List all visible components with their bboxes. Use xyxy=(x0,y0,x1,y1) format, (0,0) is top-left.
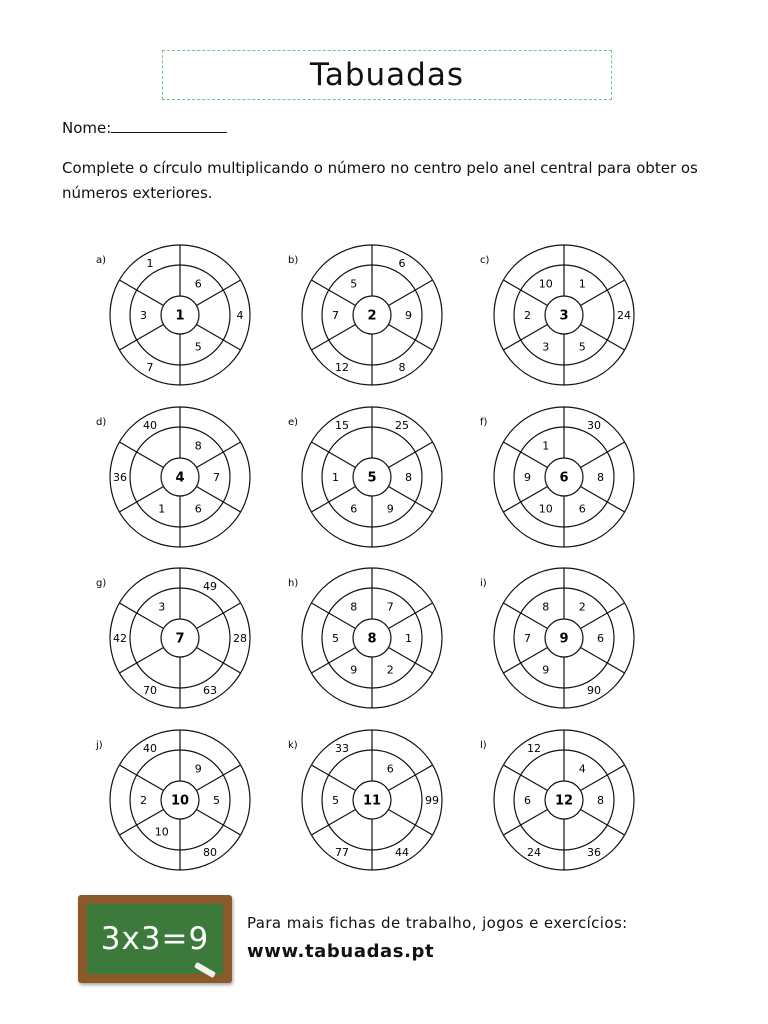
outer-cell[interactable]: 44 xyxy=(395,845,409,859)
wheel-d xyxy=(96,407,250,547)
inner-cell[interactable]: 5 xyxy=(213,794,220,807)
inner-cell[interactable]: 1 xyxy=(578,277,586,291)
footer-url[interactable]: www.tabuadas.pt xyxy=(247,941,435,962)
inner-cell[interactable]: 9 xyxy=(386,502,394,516)
outer-cell[interactable]: 33 xyxy=(335,742,349,756)
outer-cell[interactable]: 8 xyxy=(398,360,406,374)
wheel-c xyxy=(480,245,634,385)
outer-cell[interactable]: 49 xyxy=(203,580,217,594)
inner-cell[interactable]: 7 xyxy=(524,632,531,645)
outer-cell[interactable]: 40 xyxy=(143,742,157,756)
outer-cell[interactable]: 7 xyxy=(146,360,154,374)
inner-cell[interactable]: 2 xyxy=(140,794,147,807)
inner-cell[interactable]: 8 xyxy=(194,439,202,453)
wheel-label: e) xyxy=(288,417,299,428)
outer-cell[interactable]: 40 xyxy=(143,419,157,433)
wheel-i xyxy=(480,568,634,708)
inner-cell[interactable]: 6 xyxy=(597,632,604,645)
inner-cell[interactable]: 3 xyxy=(542,340,550,354)
inner-cell[interactable]: 2 xyxy=(386,663,394,677)
inner-cell[interactable]: 4 xyxy=(578,762,586,776)
inner-cell[interactable]: 2 xyxy=(578,600,586,614)
wheel-label: l) xyxy=(480,740,487,751)
inner-cell[interactable]: 9 xyxy=(194,762,202,776)
outer-cell[interactable]: 36 xyxy=(587,845,601,859)
center-number: 2 xyxy=(367,308,377,324)
inner-cell[interactable]: 9 xyxy=(542,663,550,677)
inner-cell[interactable]: 6 xyxy=(194,277,202,291)
wheel-l xyxy=(480,730,634,870)
inner-cell[interactable]: 8 xyxy=(405,471,412,484)
outer-cell[interactable]: 24 xyxy=(527,845,541,859)
outer-cell[interactable]: 15 xyxy=(335,419,349,433)
footer-text: Para mais fichas de trabalho, jogos e exercícios: xyxy=(247,914,628,932)
name-label: Nome: xyxy=(62,119,112,137)
inner-cell[interactable]: 2 xyxy=(524,309,531,322)
inner-cell[interactable]: 1 xyxy=(405,632,412,645)
chalkboard-text: 3x3=9 xyxy=(100,921,210,957)
wheel-e xyxy=(288,407,442,547)
center-number: 10 xyxy=(170,793,190,809)
wheel-j xyxy=(95,730,250,870)
inner-cell[interactable]: 9 xyxy=(405,309,412,322)
outer-cell[interactable]: 36 xyxy=(113,471,127,484)
wheel-g xyxy=(96,568,250,708)
inner-cell[interactable]: 8 xyxy=(350,600,358,614)
outer-cell[interactable]: 28 xyxy=(233,632,247,645)
inner-cell[interactable]: 10 xyxy=(154,825,169,839)
chalkboard-face xyxy=(87,904,223,974)
inner-cell[interactable]: 6 xyxy=(194,502,202,516)
center-number: 4 xyxy=(175,470,185,486)
outer-cell[interactable]: 6 xyxy=(398,257,406,271)
wheel-label: d) xyxy=(96,417,107,428)
outer-cell[interactable]: 24 xyxy=(617,309,631,322)
inner-cell[interactable]: 6 xyxy=(386,762,394,776)
inner-cell[interactable]: 6 xyxy=(578,502,586,516)
wheel-b xyxy=(288,245,442,385)
inner-cell[interactable]: 1 xyxy=(332,471,339,484)
wheel-label: f) xyxy=(480,417,488,428)
inner-cell[interactable]: 8 xyxy=(597,794,604,807)
wheel-a xyxy=(96,245,250,385)
wheel-label: k) xyxy=(288,740,298,751)
center-number: 1 xyxy=(175,308,185,324)
chalkboard-logo xyxy=(78,895,232,983)
inner-cell[interactable]: 7 xyxy=(213,471,220,484)
outer-cell[interactable]: 70 xyxy=(143,683,157,697)
center-number: 7 xyxy=(175,631,185,647)
inner-cell[interactable]: 5 xyxy=(332,794,339,807)
inner-cell[interactable]: 5 xyxy=(350,277,358,291)
inner-cell[interactable]: 8 xyxy=(542,600,550,614)
center-number: 6 xyxy=(559,470,569,486)
outer-cell[interactable]: 80 xyxy=(203,845,217,859)
wheel-label: i) xyxy=(480,578,487,589)
center-number: 11 xyxy=(362,793,382,809)
wheel-label: a) xyxy=(96,255,107,266)
wheel-label: j) xyxy=(96,740,103,751)
instructions: Complete o círculo multiplicando o número no centro pelo anel central para obter os números exteriores. xyxy=(62,159,698,202)
center-number: 9 xyxy=(559,631,569,647)
inner-cell[interactable]: 7 xyxy=(332,309,339,322)
outer-cell[interactable]: 63 xyxy=(203,683,217,697)
center-number: 12 xyxy=(554,793,574,809)
wheel-h xyxy=(288,568,442,708)
center-number: 5 xyxy=(367,470,377,486)
wheel-label: b) xyxy=(288,255,299,266)
inner-cell[interactable]: 10 xyxy=(538,277,553,291)
inner-cell[interactable]: 9 xyxy=(350,663,358,677)
center-number: 8 xyxy=(367,631,377,647)
wheel-k xyxy=(288,730,442,870)
inner-cell[interactable]: 3 xyxy=(158,600,166,614)
outer-cell[interactable]: 25 xyxy=(395,419,409,433)
outer-cell[interactable]: 90 xyxy=(587,683,601,697)
outer-cell[interactable]: 30 xyxy=(587,419,601,433)
outer-cell[interactable]: 12 xyxy=(335,360,349,374)
inner-cell[interactable]: 6 xyxy=(524,794,531,807)
inner-cell[interactable]: 5 xyxy=(578,340,586,354)
inner-cell[interactable]: 3 xyxy=(140,309,147,322)
outer-cell[interactable]: 42 xyxy=(113,632,127,645)
outer-cell[interactable]: 77 xyxy=(335,845,349,859)
outer-cell[interactable]: 12 xyxy=(527,742,541,756)
outer-cell[interactable]: 99 xyxy=(425,794,439,807)
inner-cell[interactable]: 6 xyxy=(350,502,358,516)
center-number: 3 xyxy=(559,308,569,324)
wheel-f xyxy=(480,407,634,547)
inner-cell[interactable]: 5 xyxy=(194,340,202,354)
inner-cell[interactable]: 1 xyxy=(158,502,166,516)
inner-cell[interactable]: 7 xyxy=(386,600,394,614)
wheel-label: h) xyxy=(288,578,299,589)
outer-cell[interactable]: 4 xyxy=(236,309,244,322)
wheel-label: g) xyxy=(96,578,107,589)
inner-cell[interactable]: 10 xyxy=(538,502,553,516)
inner-cell[interactable]: 1 xyxy=(542,439,550,453)
inner-cell[interactable]: 5 xyxy=(332,632,339,645)
outer-cell[interactable]: 1 xyxy=(146,257,154,271)
inner-cell[interactable]: 8 xyxy=(597,471,604,484)
page-title: Tabuadas xyxy=(310,57,464,93)
inner-cell[interactable]: 9 xyxy=(524,471,531,484)
wheel-label: c) xyxy=(480,255,490,266)
